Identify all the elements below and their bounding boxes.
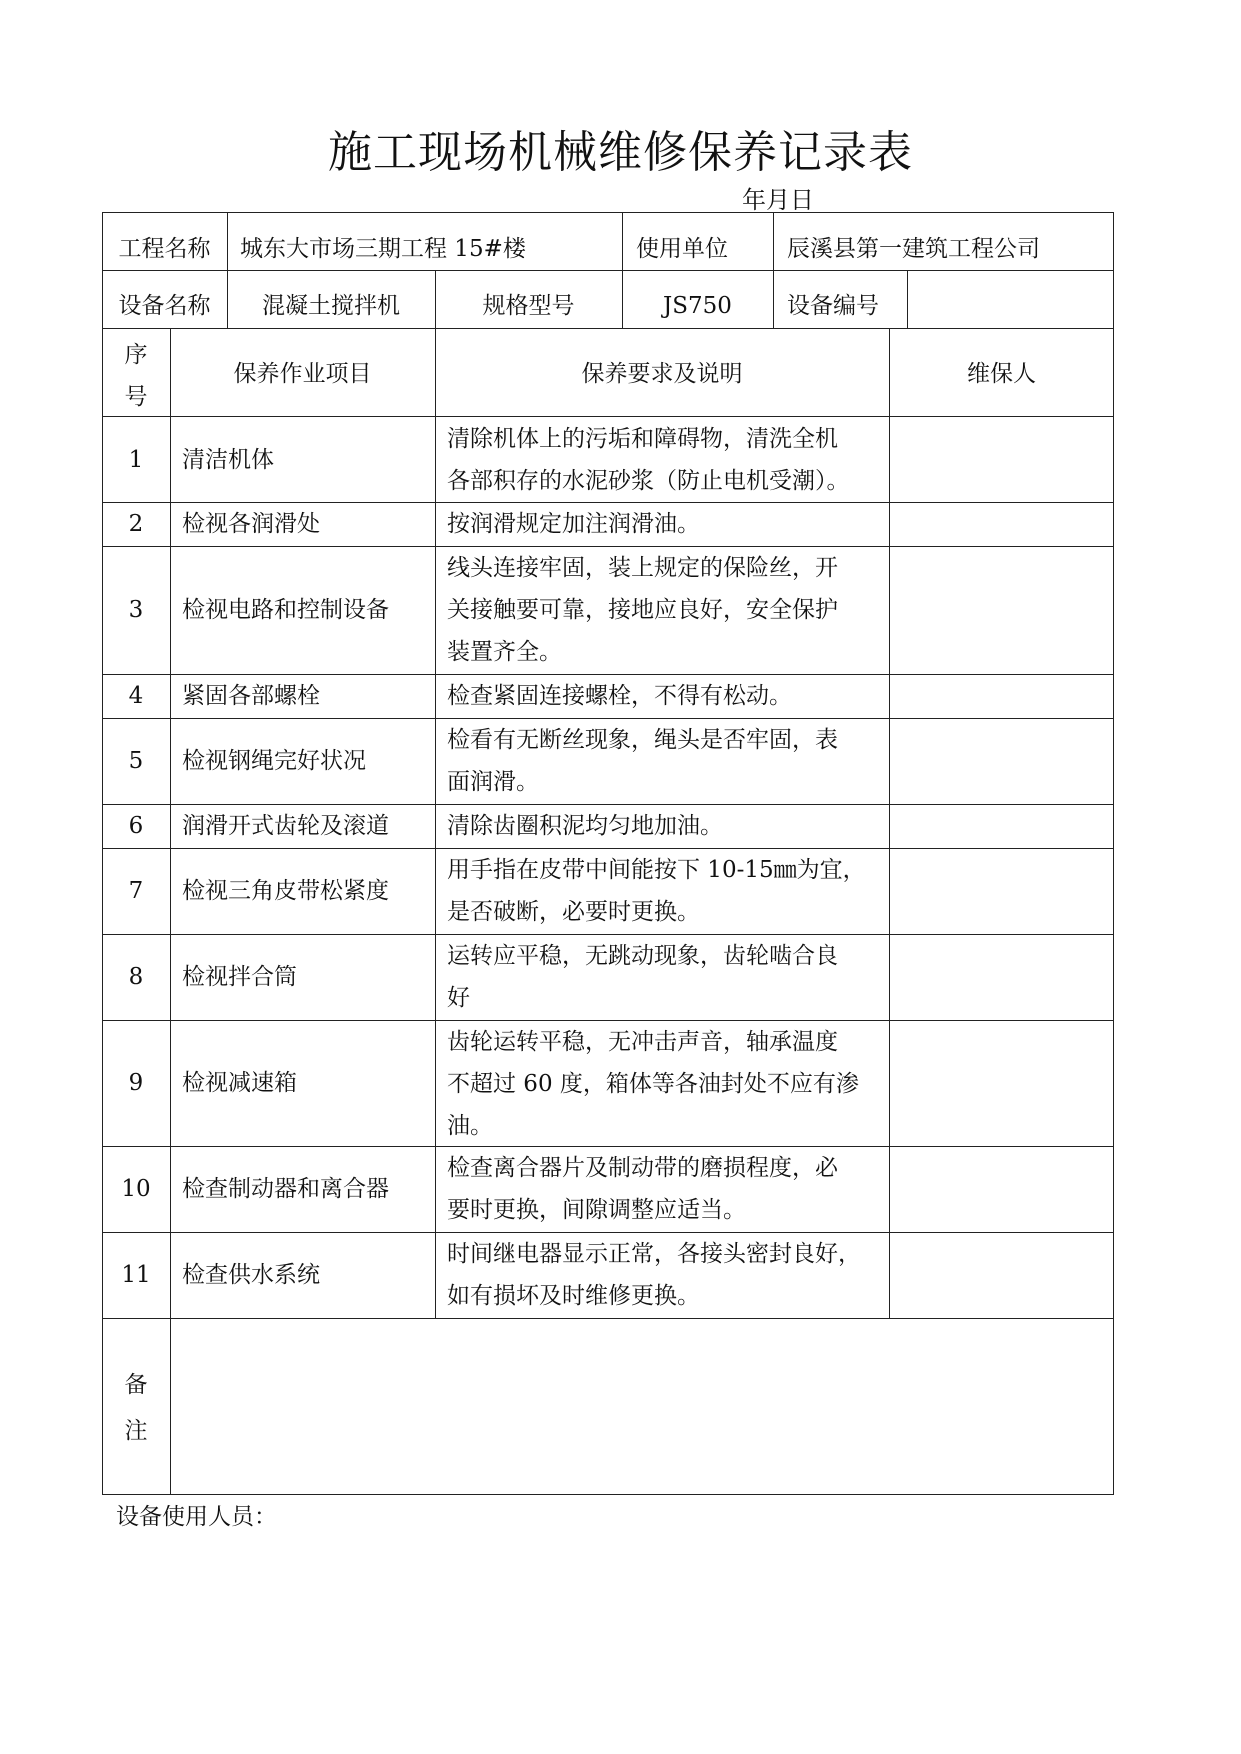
equipment-user-label: 设备使用人员： xyxy=(116,1504,277,1530)
row-item: 检视钢绳完好状况 xyxy=(182,748,366,774)
row-divider xyxy=(102,328,1114,329)
header-seq xyxy=(102,334,170,418)
remarks-line2: 注 xyxy=(124,1418,148,1444)
row-number: 4 xyxy=(128,683,144,709)
row-item: 检视拌合筒 xyxy=(182,964,297,990)
row-divider xyxy=(102,416,1114,417)
remarks-line1: 备 xyxy=(124,1372,148,1398)
row-number: 5 xyxy=(128,748,144,774)
row-divider xyxy=(102,270,1114,271)
project-name-value: 城东大市场三期工程 15#楼 xyxy=(240,236,526,262)
row-requirement xyxy=(447,1147,887,1231)
row-divider xyxy=(102,1318,1114,1319)
model-label: 规格型号 xyxy=(482,293,575,319)
requirement-line: 检查离合器片及制动带的磨损程度，必 xyxy=(447,1155,838,1181)
requirement-line: 各部积存的水泥砂浆（防止电机受潮）。 xyxy=(447,468,850,494)
using-unit-label: 使用单位 xyxy=(636,236,728,262)
col-divider xyxy=(889,328,890,1318)
col-divider xyxy=(622,212,623,270)
row-number: 10 xyxy=(121,1176,151,1202)
project-name-label: 工程名称 xyxy=(118,236,211,262)
row-item: 检查制动器和离合器 xyxy=(182,1176,389,1202)
row-requirement xyxy=(447,418,887,502)
col-divider xyxy=(907,270,908,328)
requirement-line: 齿轮运转平稳，无冲击声音，轴承温度 xyxy=(447,1029,838,1055)
row-requirement xyxy=(447,935,887,1019)
header-maintainer: 维保人 xyxy=(967,361,1036,387)
requirement-line: 不超过 60 度，箱体等各油封处不应有渗 xyxy=(447,1071,859,1097)
requirement-line: 如有损坏及时维修更换。 xyxy=(447,1283,700,1309)
device-number-label: 设备编号 xyxy=(787,293,879,319)
row-item: 检视各润滑处 xyxy=(182,511,320,537)
row-requirement: 清除齿圈积泥均匀地加油。 xyxy=(447,813,723,839)
row-requirement xyxy=(447,849,887,933)
row-number: 3 xyxy=(128,597,144,623)
col-divider xyxy=(773,212,774,328)
requirement-line: 油。 xyxy=(447,1113,493,1139)
row-number: 6 xyxy=(128,813,144,839)
row-requirement xyxy=(447,1021,887,1147)
requirement-line: 好 xyxy=(447,985,470,1011)
requirement-line: 要时更换，间隙调整应适当。 xyxy=(447,1197,746,1223)
col-divider xyxy=(170,328,171,1495)
row-item: 检查供水系统 xyxy=(182,1262,320,1288)
requirement-line: 时间继电器显示正常，各接头密封良好， xyxy=(447,1241,861,1267)
col-divider xyxy=(435,328,436,1318)
remarks-label xyxy=(102,1362,170,1454)
requirement-line: 关接触要可靠，接地应良好，安全保护 xyxy=(447,597,838,623)
header-seq-line1: 序 xyxy=(124,342,148,368)
using-unit-value: 辰溪县第一建筑工程公司 xyxy=(787,236,1040,262)
row-number: 2 xyxy=(128,511,144,537)
requirement-line: 面润滑。 xyxy=(447,769,539,795)
row-item: 清洁机体 xyxy=(182,447,274,473)
row-number: 1 xyxy=(128,447,144,473)
row-requirement xyxy=(447,719,887,803)
header-seq-line2: 号 xyxy=(124,384,148,410)
row-requirement xyxy=(447,1233,887,1317)
row-number: 11 xyxy=(121,1262,151,1288)
requirement-line: 检看有无断丝现象，绳头是否牢固，表 xyxy=(447,727,838,753)
row-item: 紧固各部螺栓 xyxy=(182,683,320,709)
device-name-label: 设备名称 xyxy=(118,293,211,319)
page-title: 施工现场机械维修保养记录表 xyxy=(328,127,913,178)
header-requirement: 保养要求及说明 xyxy=(581,361,743,387)
model-value: JS750 xyxy=(663,293,732,319)
row-item: 检视电路和控制设备 xyxy=(182,597,389,623)
requirement-line: 线头连接牢固，装上规定的保险丝，开 xyxy=(447,555,838,581)
row-item: 检视减速箱 xyxy=(182,1070,297,1096)
row-number: 9 xyxy=(128,1070,144,1096)
row-requirement xyxy=(447,547,887,673)
requirement-line: 装置齐全。 xyxy=(447,639,562,665)
requirement-line: 清除机体上的污垢和障碍物，清洗全机 xyxy=(447,426,838,452)
requirement-line: 运转应平稳，无跳动现象，齿轮啮合良 xyxy=(447,943,838,969)
requirement-line: 是否破断，必要时更换。 xyxy=(447,899,700,925)
row-item: 润滑开式齿轮及滚道 xyxy=(182,813,389,839)
row-requirement: 按润滑规定加注润滑油。 xyxy=(447,511,700,537)
row-number: 8 xyxy=(128,964,144,990)
row-requirement: 检查紧固连接螺栓，不得有松动。 xyxy=(447,683,792,709)
requirement-line: 用手指在皮带中间能按下 10-15㎜为宜， xyxy=(447,857,866,883)
device-name-value: 混凝土搅拌机 xyxy=(262,293,400,319)
date-label: 年月日 xyxy=(742,186,814,214)
header-item: 保养作业项目 xyxy=(233,361,372,387)
row-item: 检视三角皮带松紧度 xyxy=(182,878,389,904)
row-number: 7 xyxy=(128,878,144,904)
